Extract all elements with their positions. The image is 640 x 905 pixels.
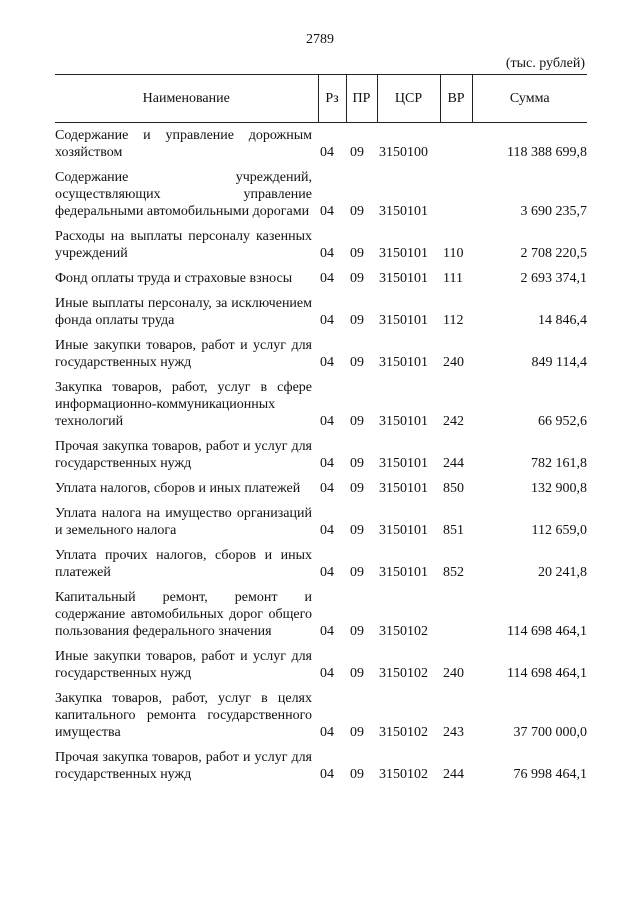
row-rz: 04: [320, 355, 334, 370]
row-pr: 09: [350, 456, 364, 471]
row-vr: 240: [443, 666, 464, 681]
row-csr: 3150101: [379, 565, 428, 580]
row-pr: 09: [350, 523, 364, 538]
table-row: [55, 434, 587, 476]
row-name: Содержание и управление дорожным хозяйством: [55, 128, 312, 160]
row-pr: 09: [350, 204, 364, 219]
row-rz: 04: [320, 767, 334, 782]
row-pr: 09: [350, 355, 364, 370]
row-pr: 09: [350, 145, 364, 160]
row-csr: 3150101: [379, 204, 428, 219]
row-pr: 09: [350, 313, 364, 328]
header-vr: ВР: [440, 75, 472, 123]
row-sum: 114 698 464,1: [507, 624, 587, 639]
table-row: [55, 644, 587, 686]
row-rz: 04: [320, 414, 334, 429]
row-rz: 04: [320, 624, 334, 639]
row-rz: 04: [320, 725, 334, 740]
table-row: [55, 165, 587, 224]
row-sum: 66 952,6: [538, 414, 587, 429]
row-sum: 118 388 699,8: [507, 145, 587, 160]
header-pr: ПР: [346, 75, 377, 123]
table-row: [55, 686, 587, 745]
row-rz: 04: [320, 523, 334, 538]
row-csr: 3150101: [379, 355, 428, 370]
row-sum: 76 998 464,1: [513, 767, 587, 782]
table-row: [55, 476, 587, 501]
row-name: Фонд оплаты труда и страховые взносы: [55, 271, 293, 286]
row-vr: 850: [443, 481, 464, 496]
table-row: [55, 291, 587, 333]
row-sum: 20 241,8: [538, 565, 587, 580]
table-row: [55, 501, 587, 543]
row-name: Уплата налога на имущество организаций и земельного налога: [55, 506, 312, 538]
row-name: Уплата налогов, сборов и иных платежей: [55, 481, 301, 496]
row-csr: 3150102: [379, 767, 428, 782]
row-vr: 852: [443, 565, 464, 580]
row-pr: 09: [350, 666, 364, 681]
row-vr: 244: [443, 767, 464, 782]
row-vr: 242: [443, 414, 464, 429]
row-vr: [440, 123, 472, 166]
table-row: [55, 333, 587, 375]
row-name: Закупка товаров, работ, услуг в целях капитального ремонта государственного имущества: [55, 691, 312, 740]
table-row: [55, 224, 587, 266]
header-sum: Сумма: [472, 75, 587, 123]
page-number: 2789: [306, 32, 334, 47]
row-vr: 244: [443, 456, 464, 471]
row-csr: 3150100: [379, 145, 428, 160]
row-csr: 3150101: [379, 481, 428, 496]
row-rz: 04: [320, 145, 334, 160]
table-header-row: [55, 75, 587, 123]
row-name: Прочая закупка товаров, работ и услуг для государственных нужд: [55, 439, 312, 471]
row-pr: 09: [350, 767, 364, 782]
row-vr: 240: [443, 355, 464, 370]
row-csr: 3150101: [379, 246, 428, 261]
row-csr: 3150101: [379, 523, 428, 538]
row-sum: 114 698 464,1: [507, 666, 587, 681]
row-sum: 112 659,0: [531, 523, 587, 538]
row-pr: 09: [350, 414, 364, 429]
budget-table: [55, 74, 587, 787]
row-csr: 3150102: [379, 725, 428, 740]
row-sum: 3 690 235,7: [520, 204, 587, 219]
row-name: Закупка товаров, работ, услуг в сфере информационно-коммуникационных технологий: [55, 380, 312, 429]
row-vr: [440, 585, 472, 644]
table-row: [55, 745, 587, 787]
row-rz: 04: [320, 481, 334, 496]
row-vr: 110: [443, 246, 464, 261]
table-row: [55, 375, 587, 434]
row-name: Прочая закупка товаров, работ и услуг для государственных нужд: [55, 750, 312, 782]
table-row: [55, 585, 587, 644]
row-rz: 04: [320, 565, 334, 580]
units-label: (тыс. рублей): [505, 56, 585, 71]
header-rz: Рз: [318, 75, 346, 123]
row-csr: 3150102: [379, 666, 428, 681]
row-sum: 2 708 220,5: [520, 246, 587, 261]
row-sum: 14 846,4: [538, 313, 587, 328]
table-row: [55, 543, 587, 585]
row-rz: 04: [320, 271, 334, 286]
row-sum: 782 161,8: [531, 456, 587, 471]
row-name: Иные выплаты персоналу, за исключением фонда оплаты труда: [55, 296, 312, 328]
row-sum: 2 693 374,1: [520, 271, 587, 286]
row-pr: 09: [350, 271, 364, 286]
row-csr: 3150102: [379, 624, 428, 639]
row-csr: 3150101: [379, 313, 428, 328]
row-rz: 04: [320, 204, 334, 219]
row-rz: 04: [320, 456, 334, 471]
row-name: Иные закупки товаров, работ и услуг для государственных нужд: [55, 338, 312, 370]
row-pr: 09: [350, 481, 364, 496]
row-vr: 112: [443, 313, 464, 328]
row-pr: 09: [350, 565, 364, 580]
row-name: Капитальный ремонт, ремонт и содержание автомобильных дорог общего пользования федерального значения: [55, 590, 312, 639]
row-csr: 3150101: [379, 414, 428, 429]
row-csr: 3150101: [379, 456, 428, 471]
row-rz: 04: [320, 246, 334, 261]
row-rz: 04: [320, 313, 334, 328]
header-csr: ЦСР: [377, 75, 440, 123]
row-pr: 09: [350, 624, 364, 639]
row-sum: 37 700 000,0: [513, 725, 587, 740]
row-vr: [440, 165, 472, 224]
row-pr: 09: [350, 725, 364, 740]
table-row: [55, 123, 587, 166]
row-sum: 132 900,8: [531, 481, 587, 496]
row-vr: 243: [443, 725, 464, 740]
row-pr: 09: [350, 246, 364, 261]
row-sum: 849 114,4: [531, 355, 587, 370]
row-vr: 851: [443, 523, 464, 538]
row-name: Иные закупки товаров, работ и услуг для государственных нужд: [55, 649, 312, 681]
row-name: Уплата прочих налогов, сборов и иных платежей: [55, 548, 312, 580]
row-vr: 111: [443, 271, 463, 286]
row-name: Содержание учреждений, осуществляющих управление федеральными автомобильными дорогами: [55, 170, 312, 219]
row-name: Расходы на выплаты персоналу казенных учреждений: [55, 229, 312, 261]
row-rz: 04: [320, 666, 334, 681]
table-row: [55, 266, 587, 291]
row-csr: 3150101: [379, 271, 428, 286]
header-name: Наименование: [55, 75, 318, 123]
